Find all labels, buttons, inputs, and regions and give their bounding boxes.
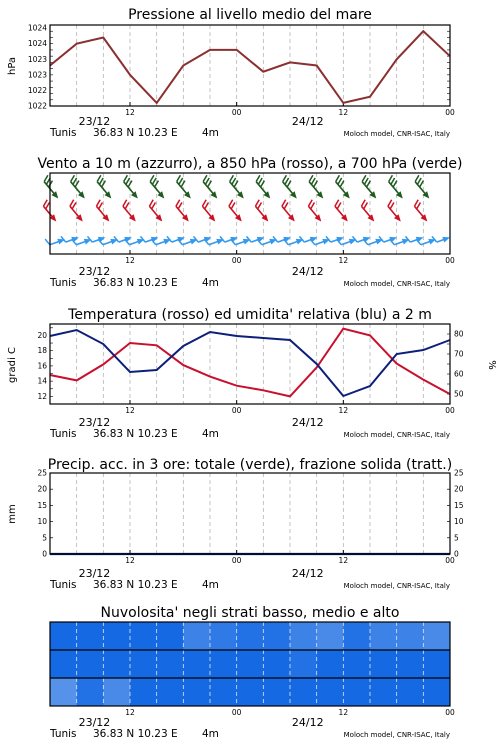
- wind-barb-flag: [364, 202, 368, 208]
- cloud-cell: [183, 622, 210, 650]
- wind-barb-flag: [205, 202, 209, 208]
- precip-ytick-label: 0: [42, 549, 47, 559]
- wind-barb-flag: [99, 202, 103, 208]
- cloud-cell: [237, 678, 264, 706]
- cloud-footer: [49, 716, 450, 740]
- wind-barb-flag: [97, 175, 101, 181]
- wind-barb-flag: [43, 200, 47, 206]
- date-label: 23/12: [78, 716, 111, 729]
- location-label: Tunis: [50, 728, 77, 740]
- wind-barb-flag: [231, 202, 235, 208]
- precip-title: Precip. acc. in 3 ore: totale (verde), frazione solida (tratt.): [47, 457, 453, 473]
- precip-ytick-label: 5: [42, 533, 47, 543]
- wind-barb-flag: [258, 202, 262, 208]
- coords-label: 36.83 N 10.23 E: [93, 127, 178, 139]
- humidity-ylabel: %: [486, 360, 497, 370]
- wind-barb-flag: [335, 200, 339, 206]
- cloud-cell: [130, 650, 157, 678]
- cloud-xtick-label: 00: [445, 708, 455, 717]
- model-label: Moloch model, CNR-ISAC, Italy: [343, 280, 450, 288]
- cloud-cell: [130, 622, 157, 650]
- pressure-xtick-label: 12: [338, 108, 349, 117]
- cloud-cell: [77, 622, 104, 650]
- coords-label: 36.83 N 10.23 E: [93, 277, 178, 289]
- wind-barb-flag: [73, 178, 77, 184]
- precip-ytick-label-right: 0: [454, 549, 459, 559]
- wind-title: Vento a 10 m (azzurro), a 850 hPa (rosso), a 700 hPa (verde): [37, 156, 463, 172]
- wind-barb-flag: [229, 200, 233, 206]
- cloud-cell: [157, 678, 184, 706]
- wind-barb-flag: [389, 175, 393, 181]
- cloud-cell: [317, 650, 344, 678]
- cloud-cell: [157, 622, 184, 650]
- cloud-cell: [237, 622, 264, 650]
- pressure-footer: [49, 115, 450, 139]
- pressure-title: Pressione al livello medio del mare: [128, 7, 372, 23]
- location-label: Tunis: [50, 277, 77, 289]
- cloud-cell: [183, 650, 210, 678]
- cloud-cell: [317, 622, 344, 650]
- cloud-cell: [343, 622, 370, 650]
- wind-xtick-label: 12: [338, 256, 349, 265]
- cloud-cell: [263, 650, 290, 678]
- precip-xtick-label: 00: [445, 556, 455, 565]
- wind-barb-flag: [256, 175, 260, 181]
- wind-barb-flag: [337, 202, 341, 208]
- date-label: 24/12: [291, 416, 324, 429]
- precip-ytick-label: 10: [37, 517, 47, 527]
- temp-xtick-label: 12: [338, 406, 349, 415]
- model-label: Moloch model, CNR-ISAC, Italy: [343, 582, 450, 590]
- wind-barb-flag: [44, 175, 48, 181]
- pressure-ytick-label: 1022: [27, 101, 47, 111]
- humidity-ytick-label: 60: [454, 369, 464, 379]
- wind-barb-flag: [362, 175, 366, 181]
- pressure-ytick-label: 1024: [27, 39, 47, 49]
- wind-barb-flag: [336, 175, 340, 181]
- cloud-cell: [370, 650, 397, 678]
- pressure-plot: [28, 24, 455, 117]
- cloud-cell: [77, 650, 104, 678]
- elevation-label: 4m: [202, 428, 219, 440]
- cloud-cell: [77, 678, 104, 706]
- wind-barb-flag: [390, 202, 394, 208]
- temp-xtick-label: 00: [231, 406, 242, 415]
- wind-barb-flag: [364, 178, 368, 184]
- wind-barb-flag: [311, 202, 315, 208]
- wind-barb-flag: [152, 202, 156, 208]
- cloud-cell: [50, 678, 77, 706]
- cloud-cell: [210, 622, 237, 650]
- wind-barb-flag: [99, 178, 103, 184]
- elevation-label: 4m: [202, 579, 219, 591]
- cloud-cell: [290, 622, 317, 650]
- humidity-ytick-label: 80: [454, 329, 464, 339]
- cloud-cell: [103, 678, 130, 706]
- temp-humidity-footer: [49, 416, 450, 440]
- wind-barb-flag: [285, 178, 289, 184]
- wind-barb-flag: [150, 175, 154, 181]
- wind-barb-flag: [96, 200, 100, 206]
- wind-barb-flag: [282, 200, 286, 206]
- cloud-cell: [103, 622, 130, 650]
- wind-barb-flag: [178, 202, 182, 208]
- temp-xtick-label: 12: [125, 406, 135, 415]
- precip-ytick-label-right: 20: [454, 484, 464, 494]
- cloud-xtick-label: 12: [338, 708, 349, 717]
- wind-barb-flag: [283, 175, 287, 181]
- wind-barb-flag: [415, 175, 419, 181]
- wind-barb-flag: [179, 178, 183, 184]
- precip-frame: [50, 473, 450, 554]
- wind-barb-flag: [203, 175, 207, 181]
- wind-barb-flag: [46, 202, 50, 208]
- wind-barb-flag: [391, 178, 395, 184]
- cloud-cell: [263, 678, 290, 706]
- cloud-cell: [317, 678, 344, 706]
- date-label: 24/12: [291, 567, 324, 580]
- precip-ytick-label: 25: [37, 468, 47, 478]
- location-label: Tunis: [50, 428, 77, 440]
- elevation-label: 4m: [202, 127, 219, 139]
- date-label: 23/12: [78, 567, 111, 580]
- cloud-cell: [397, 622, 424, 650]
- wind-barb-flag: [205, 178, 209, 184]
- pressure-ytick-label: 1023: [27, 54, 47, 64]
- temp-xtick-label: 00: [445, 406, 455, 415]
- wind-barb-flag: [124, 175, 128, 181]
- date-label: 24/12: [291, 115, 324, 128]
- wind-barb-flag: [230, 175, 234, 181]
- wind-barb-flag: [232, 178, 236, 184]
- cloud-cell: [263, 622, 290, 650]
- wind-barb-flag: [308, 200, 312, 206]
- wind-barb-flag: [414, 200, 418, 206]
- cloud-xtick-label: 12: [125, 708, 135, 717]
- wind-barb-flag: [261, 181, 265, 187]
- coords-label: 36.83 N 10.23 E: [93, 428, 178, 440]
- precip-footer: [49, 567, 450, 591]
- cloud-cell: [343, 678, 370, 706]
- cloud-cell: [370, 678, 397, 706]
- location-label: Tunis: [50, 127, 77, 139]
- pressure-xtick-label: 00: [231, 108, 242, 117]
- date-label: 24/12: [291, 265, 324, 278]
- wind-barb-flag: [234, 181, 238, 187]
- cloud-cell: [50, 650, 77, 678]
- wind-barb-flag: [208, 181, 212, 187]
- pressure-xtick-label: 00: [445, 108, 455, 117]
- wind-barb-flag: [177, 175, 181, 181]
- wind-barb-flag: [417, 178, 421, 184]
- temp-ytick-label: 16: [37, 361, 47, 371]
- precip-ylabel: mm: [7, 504, 18, 524]
- wind-barb-flag: [388, 200, 392, 206]
- coords-label: 36.83 N 10.23 E: [93, 728, 178, 740]
- precip-ytick-label-right: 5: [454, 533, 459, 543]
- temp-humidity-plot: [37, 324, 463, 415]
- precip-plot: [37, 469, 463, 566]
- temp-ytick-label: 20: [37, 330, 47, 340]
- pressure-line: [50, 31, 450, 103]
- model-label: Moloch model, CNR-ISAC, Italy: [343, 130, 450, 138]
- elevation-label: 4m: [202, 277, 219, 289]
- wind-barb-flag: [420, 181, 424, 187]
- humidity-line: [50, 330, 450, 396]
- cloud-cell: [210, 650, 237, 678]
- temp-humidity-title: Temperatura (rosso) ed umidita' relativa (blu) a 2 m: [68, 307, 432, 323]
- wind-barb-flag: [45, 239, 50, 245]
- precip-ytick-label-right: 15: [454, 500, 464, 510]
- wind-barb-flag: [361, 200, 365, 206]
- elevation-label: 4m: [202, 728, 219, 740]
- date-label: 23/12: [78, 416, 111, 429]
- cloud-cell: [157, 650, 184, 678]
- cloud-cell: [343, 650, 370, 678]
- wind-barb-flag: [311, 178, 315, 184]
- wind-barb-flag: [338, 178, 342, 184]
- cloud-cell: [50, 622, 77, 650]
- pressure-frame: [50, 25, 450, 106]
- cloud-cell: [130, 678, 157, 706]
- wind-plot: [43, 173, 455, 265]
- cloud-cell: [290, 678, 317, 706]
- wind-barb-flag: [258, 178, 262, 184]
- wind-xtick-label: 00: [231, 256, 242, 265]
- wind-barb-flag: [284, 202, 288, 208]
- temp-ytick-label: 18: [37, 346, 47, 356]
- cloud-title: Nuvolosita' negli strati basso, medio e alto: [100, 605, 400, 621]
- precip-ytick-label-right: 25: [454, 468, 464, 478]
- pressure-ytick-label: 1024: [27, 23, 47, 33]
- cloud-cell: [423, 622, 450, 650]
- cloud-cell: [370, 622, 397, 650]
- wind-barb-flag: [202, 200, 206, 206]
- precip-xtick-label: 12: [125, 556, 135, 565]
- cloud-cell: [423, 650, 450, 678]
- coords-label: 36.83 N 10.23 E: [93, 579, 178, 591]
- location-label: Tunis: [50, 579, 77, 591]
- pressure-xtick-label: 12: [125, 108, 135, 117]
- model-label: Moloch model, CNR-ISAC, Italy: [343, 431, 450, 439]
- pressure-ylabel: hPa: [7, 56, 18, 76]
- wind-xtick-label: 12: [125, 256, 135, 265]
- model-label: Moloch model, CNR-ISAC, Italy: [343, 731, 450, 739]
- wind-barb-flag: [176, 200, 180, 206]
- cloud-cell: [290, 650, 317, 678]
- cloud-cell: [103, 650, 130, 678]
- temp-ylabel: gradi C: [7, 347, 18, 383]
- precip-ytick-label-right: 10: [454, 517, 464, 527]
- precip-xtick-label: 12: [338, 556, 349, 565]
- wind-barb-flag: [149, 200, 153, 206]
- wind-barb-flag: [417, 202, 421, 208]
- wind-barb-flag: [71, 175, 75, 181]
- wind-footer: [49, 265, 450, 289]
- wind-barb-flag: [309, 175, 313, 181]
- temp-ytick-label: 12: [37, 391, 47, 401]
- pressure-ytick-label: 1023: [27, 70, 47, 80]
- wind-barb-flag: [72, 202, 76, 208]
- precip-xtick-label: 00: [231, 556, 242, 565]
- wind-barb-flag: [126, 178, 130, 184]
- wind-barb-flag: [152, 178, 156, 184]
- cloud-cell: [423, 678, 450, 706]
- date-label: 23/12: [78, 265, 111, 278]
- wind-barb-head: [442, 237, 450, 243]
- precip-ytick-label: 20: [37, 484, 47, 494]
- cloud-cell: [397, 678, 424, 706]
- date-label: 24/12: [291, 716, 324, 729]
- date-label: 23/12: [78, 115, 111, 128]
- pressure-ytick-label: 1022: [27, 85, 47, 95]
- wind-barb-flag: [70, 200, 74, 206]
- cloud-cell: [210, 678, 237, 706]
- cloud-cell: [397, 650, 424, 678]
- humidity-ytick-label: 70: [454, 349, 464, 359]
- wind-barb-flag: [125, 202, 129, 208]
- wind-barb-flag: [255, 200, 259, 206]
- cloud-cell: [183, 678, 210, 706]
- wind-xtick-label: 00: [445, 256, 455, 265]
- precip-ytick-label: 15: [37, 500, 47, 510]
- cloud-cell: [237, 650, 264, 678]
- cloud-plot: [50, 622, 455, 717]
- wind-barb-flag: [123, 200, 127, 206]
- humidity-ytick-label: 50: [454, 389, 464, 399]
- temp-ytick-label: 14: [37, 376, 47, 386]
- cloud-xtick-label: 00: [231, 708, 242, 717]
